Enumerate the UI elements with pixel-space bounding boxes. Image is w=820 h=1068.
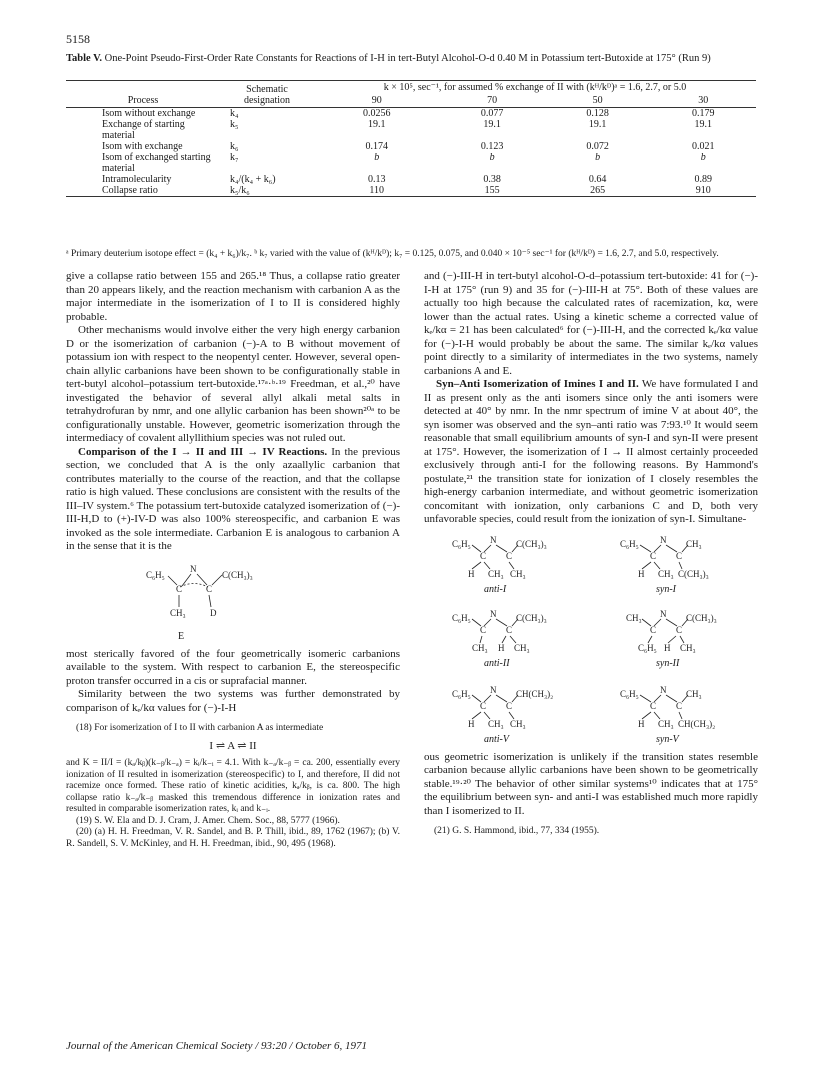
row-value: 0.128: [586, 108, 609, 119]
footnote-21: (21) G. S. Hammond, ibid., 77, 334 (1955).: [434, 826, 600, 836]
svg-text:N: N: [660, 684, 667, 695]
footnote-20: (20) (a) H. H. Freedman, V. R. Sandel, and B. P. Thill, ibid., 89, 1762 (1967); (b) V. R. Sandell, S. V. McKinley, and H. H. Freedman, ibid., 90, 495 (1968).: [66, 827, 400, 849]
svg-text:H: H: [498, 642, 505, 653]
svg-text:CH₃: CH₃: [658, 718, 674, 729]
svg-text:C: C: [176, 583, 183, 594]
table-row: [66, 108, 756, 120]
svg-text:H: H: [664, 642, 671, 653]
row-value: 0.0256: [362, 108, 391, 119]
journal-footer: Journal of the American Chemical Society / 93:20 / October 6, 1971: [66, 1040, 368, 1052]
page-number: 5158: [66, 32, 90, 46]
paragraph: [424, 378, 758, 527]
svg-text:C: C: [506, 624, 513, 635]
pct-header: 70: [487, 95, 498, 106]
svg-text:N: N: [490, 534, 497, 545]
carbanion-e-drawing: [66, 558, 400, 646]
col-process: Process: [127, 95, 159, 106]
row-designation: k₇: [230, 152, 239, 163]
row-value: 0.89: [694, 174, 712, 185]
row-value: 0.021: [691, 141, 715, 152]
row-value: 155: [484, 185, 500, 196]
svg-text:C(CH₃)₃: C(CH₃)₃: [516, 538, 547, 549]
label-syn-I: syn-I: [656, 583, 676, 595]
paragraph: ous geometric isomerization is unlikely if the transition states resemble carbanion because allylic carbanions have been shown to be geometrically stable.¹⁹·²⁰ The behavior of other similar systems¹⁰ indicates that at 175° the equilibrium between syn- and anti-I was established much more rapidly than I isomerized to II.: [424, 750, 758, 817]
svg-text:CH₃: CH₃: [510, 718, 526, 729]
row-value: 19.1: [367, 119, 386, 130]
section-heading: Comparison of the I → II and III → IV Reactions.: [78, 445, 328, 458]
svg-text:C: C: [480, 624, 487, 635]
paragraph-text: In the previous section, we concluded that A is the only azaallylic carbanion that contributes materially to the course of the reaction, and that the collapse ratio is high valued. These conclusions are consistent with the results of the III–IV system.⁶ The potassium tert-butoxide catalyzed isomerization of (−)-III-H,D to (+)-IV-D was also 100% stereospecific, and carbanion E was invoked as the sole intermediate. Carbanion E is analogous to carbanion A in the sense that it is the: [66, 445, 400, 552]
row-value: 0.38: [483, 174, 501, 185]
svg-text:CH₃: CH₃: [488, 718, 504, 729]
svg-text:C: C: [506, 550, 513, 561]
row-value: 0.072: [586, 141, 609, 152]
row-value: b: [374, 152, 380, 163]
row-value: 265: [590, 185, 606, 196]
row-value: 0.179: [691, 108, 715, 119]
table-footnote: ᵃ Primary deuterium isotope effect = (k₄ + k₆)/k₇. ᵇ k₇ varied with the value of (kᴴ/kᴰ); k₇ = 0.125, 0.075, and 0.040 × 10⁻⁵ sec⁻¹ for (kᴴ/kᴰ) = 1.6, 2.7, and 5.0, respectively.: [66, 249, 719, 259]
svg-text:C: C: [676, 624, 683, 635]
structure-carbanion-e: [66, 558, 400, 646]
footnote-18-equation: I ⇌ A ⇌ II: [209, 739, 257, 752]
svg-text:H: H: [468, 718, 475, 729]
svg-text:C(CH₃)₃: C(CH₃)₃: [678, 568, 709, 579]
svg-text:CH₃: CH₃: [472, 642, 488, 653]
svg-text:C: C: [650, 700, 657, 711]
paragraph: [66, 446, 400, 554]
row-value: b: [489, 152, 495, 163]
row-value: 0.123: [480, 141, 504, 152]
row-value: 0.077: [480, 108, 504, 119]
paragraph: give a collapse ratio between 155 and 265.¹⁸ Thus, a collapse ratio greater than 20 appears likely, and the reaction mechanism with carbanion A as the major intermediate in the isomerization of I to II is considered highly probable.: [66, 270, 400, 323]
row-value: 0.13: [367, 174, 386, 185]
left-column: [66, 270, 400, 850]
row-value: 19.1: [483, 119, 501, 130]
table-row: [66, 152, 756, 174]
table-row: [66, 174, 756, 185]
col-k-header: k × 10⁵, sec⁻¹, for assumed % exchange of II with (kᴴ/kᴰ)ᵃ = 1.6, 2.7, or 5.0: [383, 82, 687, 93]
row-designation: k₄/(k₄ + k₆): [230, 174, 276, 185]
svg-text:CH(CH₃)₂: CH(CH₃)₂: [678, 718, 716, 729]
row-designation: k₆: [230, 141, 239, 152]
paragraph: and (−)-III-H in tert-butyl alcohol-O-d–potassium tert-butoxide: 41 for (−)-I-H at 175° (run 9) and 35 for (−)-III-H at 75°. Both of these values are actually too high because the calculated rates of racemization, kα, were lower than the actual rates. Using a kinetic scheme a corrected value of kₑ/kα = 21 has been calculated⁶ for (−)-III-H, and the corrected kₑ/kα value for (−)-I-H would probably be about the same. The similar kₑ/kα values point directly to a similarity of intermediates in the two systems, namely carbanions A and E.: [424, 270, 758, 377]
label-syn-II: syn-II: [656, 657, 680, 669]
paragraph: Similarity between the two systems was further demonstrated by comparison of kₑ/kα values for (−)-I-H: [66, 688, 400, 714]
label-anti-I: anti-I: [484, 583, 507, 595]
row-value: 110: [369, 185, 385, 196]
row-value: 19.1: [588, 119, 607, 130]
pct-header: 90: [371, 95, 382, 106]
footnote-18: (18) For isomerization of I to II with carbanion A as intermediate: [76, 723, 324, 733]
svg-text:C: C: [650, 624, 657, 635]
row-value: b: [700, 152, 706, 163]
svg-text:C: C: [506, 700, 513, 711]
svg-text:C₆H₅: C₆H₅: [452, 538, 471, 549]
svg-text:C₆H₅: C₆H₅: [620, 538, 639, 549]
paragraph: Other mechanisms would involve either the very high energy carbanion D or the isomerization of carbanion (−)-A to B without movement of potassium ion with respect to the neopentyl center. However, several open-chain allylic carbanions have been shown to be configurationally stable in tert-butyl alcohol–potassium tert-butoxide.¹⁷ᵃ·ᵇ·¹⁹ Freedman, et al.,²⁰ have investigated the behavior of several allyl alkali metal salts in tetrahydrofuran by nmr, and one allylic carbanion has been shown²⁰ᵃ to be configurationally unstable. However, geometric isomerization through the intermediacy of covalent allyllithium species was not ruled out.: [66, 324, 400, 444]
svg-text:N: N: [660, 608, 667, 619]
svg-text:CH₃: CH₃: [514, 642, 530, 653]
svg-text:D: D: [210, 607, 217, 618]
table-row: [66, 141, 756, 152]
svg-text:C: C: [650, 550, 657, 561]
svg-text:C(CH₃)₃: C(CH₃)₃: [516, 612, 547, 623]
row-designation: k₄: [230, 108, 239, 119]
table-caption-text: One-Point Pseudo-First-Order Rate Constants for Reactions of I-H in tert-Butyl Alcohol-O-d 0.40 M in Potassium tert-Butoxide at 175° (Run 9): [104, 53, 711, 64]
right-footnotes: [424, 826, 758, 838]
structures-imines: [424, 533, 758, 751]
row-value: b: [595, 152, 601, 163]
row-value: 0.64: [588, 174, 607, 185]
table-caption-label: Table V.: [66, 53, 102, 64]
svg-text:CH₃: CH₃: [626, 612, 642, 623]
svg-text:CH₃: CH₃: [488, 568, 504, 579]
carbanion-e-label: E: [178, 630, 185, 642]
svg-text:C: C: [480, 550, 487, 561]
svg-text:C₆H₅: C₆H₅: [452, 612, 471, 623]
svg-text:CH₃: CH₃: [658, 568, 674, 579]
svg-text:C(CH₃)₃: C(CH₃)₃: [686, 612, 717, 623]
pct-header: 30: [698, 95, 709, 106]
imine-structures-drawing: [424, 533, 758, 751]
footnote-18-text: and K = II/I = (kₐ/kᵦ)(k₋ᵦ/k₋ₐ) = kᵢ/k₋ᵢ = 4.1. With k₋ₐ/k₋ᵦ = ca. 200, essentially every ionization of II resulted in isomerization (stereospecific) to I, and therefore, II did not racemize once formed. These ratio of kinetic acidities, kₐ/kᵦ, is ca. 800. The high collapse ratio k₋ₐ/k₋ᵦ masked this tremendous difference in ionization rates and resulted in comparable isomerization rates, kᵢ and k₋ᵢ.: [66, 758, 400, 814]
svg-text:C: C: [480, 700, 487, 711]
row-process: Collapse ratio: [102, 185, 158, 196]
row-process: Intramolecularity: [102, 174, 172, 185]
label-syn-V: syn-V: [656, 733, 679, 745]
table-row: [66, 119, 756, 141]
col-designation: Schematic designation: [243, 84, 291, 106]
paragraph: most sterically favored of the four geometrically isomeric carbanions available to the system. With respect to carbanion E, the stereospecific proton transfer occurred in a cis or suprafacial manner.: [66, 647, 400, 687]
label-anti-II: anti-II: [484, 657, 510, 669]
svg-text:C₆H₅: C₆H₅: [452, 688, 471, 699]
footnote-19: (19) S. W. Ela and D. J. Cram, J. Amer. Chem. Soc., 88, 5777 (1966).: [76, 815, 340, 826]
svg-text:CH₃: CH₃: [680, 642, 696, 653]
svg-text:H: H: [638, 568, 645, 579]
table-row: [66, 185, 756, 197]
svg-text:CH(CH₃)₂: CH(CH₃)₂: [516, 688, 554, 699]
left-footnotes: [66, 723, 400, 850]
svg-text:H: H: [468, 568, 475, 579]
svg-text:C₆H₅: C₆H₅: [620, 688, 639, 699]
row-value: 0.174: [365, 141, 388, 152]
row-value: 910: [695, 185, 711, 196]
row-designation: k₅: [230, 119, 239, 130]
pct-header: 50: [592, 95, 603, 106]
svg-text:C: C: [676, 700, 683, 711]
row-process: Isom without exchange: [102, 108, 196, 119]
svg-text:CH₃: CH₃: [686, 688, 702, 699]
svg-text:N: N: [490, 684, 497, 695]
label-anti-V: anti-V: [484, 733, 509, 745]
svg-text:H: H: [638, 718, 645, 729]
paragraph-text: We have formulated I and II as present only as the anti isomers since only the anti isomers were detected at 40° by nmr. In the nmr spectrum of imine V at about 40°, the syn isomer was observed and the syn–anti ratio was 7:93.¹⁰ It would seem reasonable that small equilibrium amounts of syn-I and syn-II were present at 175°. However, the isomerization of I → II almost certainly proceeded exclusively through anti-I for the following reasons. By Hammond's postulate,²¹ the transition state for ionization of I closely resembles the high-energy carbanion intermediate, and without geometric isomerization concomitant with ionization, only carbanions C and D, both very unfavorable species, could result from the ionization of syn-I. Simultane-: [424, 378, 758, 525]
svg-text:C₆H₅: C₆H₅: [146, 569, 165, 580]
row-designation: k₅/k₆: [230, 185, 250, 196]
svg-text:C₆H₅: C₆H₅: [638, 642, 657, 653]
svg-text:N: N: [190, 563, 197, 574]
rate-constants-table: [66, 80, 756, 197]
row-process: Isom of exchanged starting material: [102, 152, 211, 174]
section-heading: Syn–Anti Isomerization of Imines I and II.: [436, 378, 639, 390]
row-process: Isom with exchange: [102, 141, 183, 152]
svg-text:C(CH₃)₃: C(CH₃)₃: [222, 569, 253, 580]
row-process: Exchange of starting material: [102, 119, 185, 141]
right-column: [424, 270, 758, 838]
svg-text:CH₃: CH₃: [170, 607, 186, 618]
svg-text:CH₃: CH₃: [686, 538, 702, 549]
svg-text:N: N: [490, 608, 497, 619]
svg-text:C: C: [206, 583, 213, 594]
row-value: 19.1: [694, 119, 712, 130]
svg-text:N: N: [660, 534, 667, 545]
svg-text:C: C: [676, 550, 683, 561]
table-caption: [66, 52, 756, 65]
svg-text:CH₃: CH₃: [510, 568, 526, 579]
